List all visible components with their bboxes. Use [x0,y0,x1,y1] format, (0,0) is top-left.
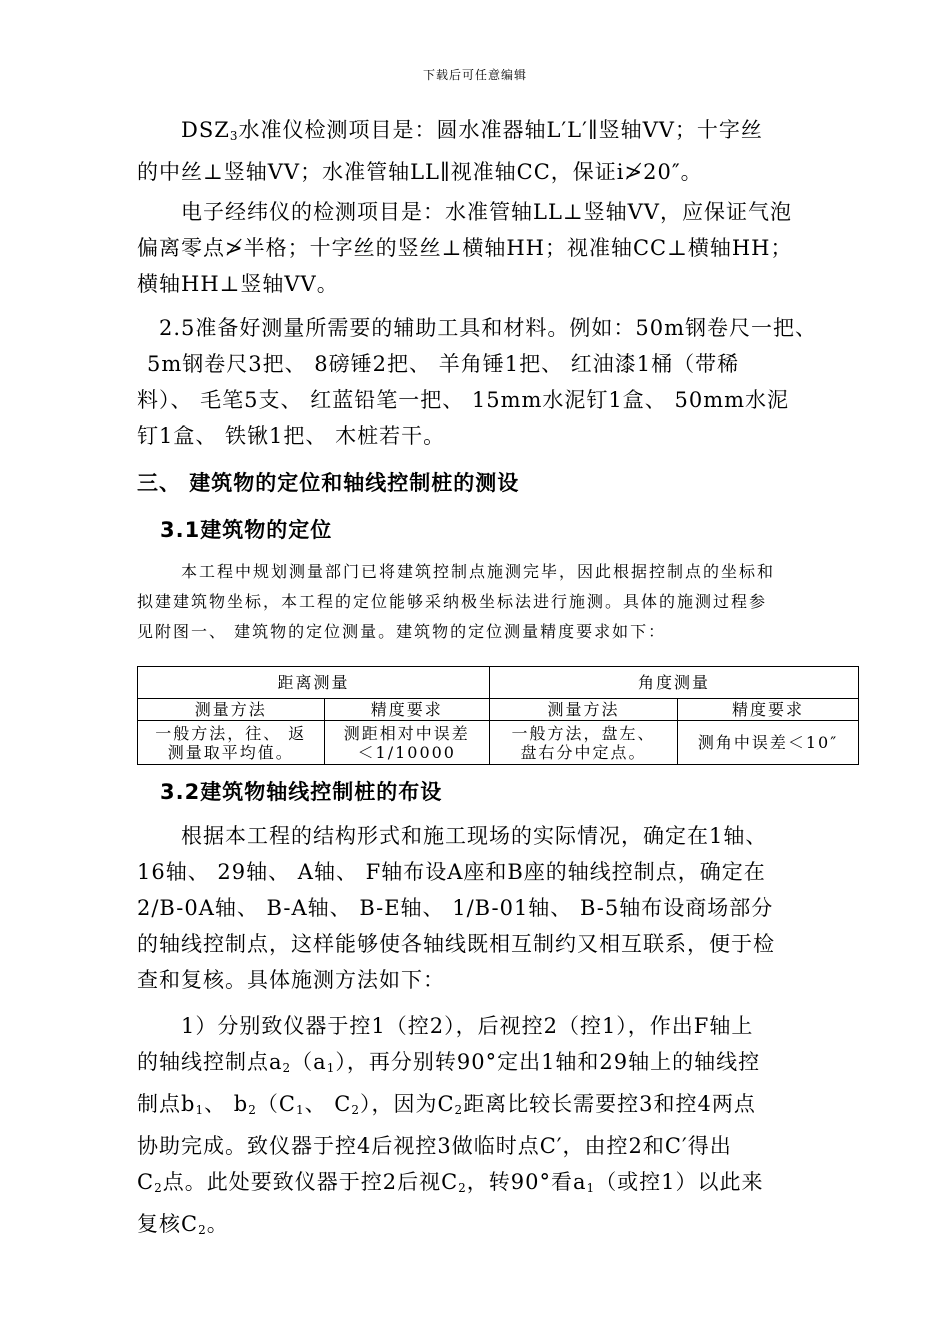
line: 查和复核。具体施测方法如下： [137,968,445,992]
line: 的轴线控制点，这样能够使各轴线既相互制约又相互联系，便于检 [137,932,775,956]
line: $C_2$点。此处要致仪器于控2后视$C_2$，转90°看$a_1$（或控1）以此来 [137,1170,764,1195]
line: 根据本工程的结构形式和施工现场的实际情况，确定在1轴、 [181,824,768,848]
table-header-cell: 精度要求 [678,699,859,721]
line: 2/B-0A轴、 B-A轴、 B-E轴、 1/B-01轴、 B-5轴布设商场部分 [137,896,774,920]
subsection-heading-3-1: 3.1建筑物的定位 [160,518,333,542]
line: 横轴HH⊥竖轴VV。 [137,272,339,296]
line: 的轴线控制点$a_2(a_1)$，再分别转90°定出1轴和29轴上的轴线控 [137,1050,761,1075]
line: 拟建建筑物坐标，本工程的定位能够采纳极坐标法进行施测。具体的施测过程参 [137,592,768,611]
line: $DSZ_3$水准仪检测项目是：圆水准器轴L′L′∥竖轴VV；十字丝 [181,118,763,143]
paragraph-theodolite [137,194,859,302]
table-header-cell: 精度要求 [324,699,489,721]
paragraph-dsz3 [137,112,859,190]
line: 复核$C_2$。 [137,1212,229,1237]
line: 协助完成。致仪器于控4后视控3做临时点C′，由控2和C′得出 [137,1134,732,1158]
page-header: 下载后可任意编辑 [422,68,527,82]
table-cell: 测角中误差＜10″ [678,721,859,765]
line: 见附图一、 建筑物的定位测量。建筑物的定位测量精度要求如下： [137,622,667,641]
accuracy-table [137,666,859,765]
paragraph-method-step-1 [137,1008,859,1248]
paragraph-tools [137,310,859,454]
table-header-cell: 测量方法 [490,699,678,721]
line: 的中丝⊥竖轴VV；水准管轴LL∥视准轴CC，保证i≯20″。 [137,160,703,184]
line: 偏离零点≯半格；十字丝的竖丝⊥横轴HH；视准轴CC⊥横轴HH； [137,236,793,260]
line: 钉1盒、 铁锹1把、 木桩若干。 [137,424,446,448]
line: 本工程中规划测量部门已将建筑控制点施测完毕，因此根据控制点的坐标和 [181,562,776,581]
line: 5m钢卷尺3把、 8磅锤2把、 羊角锤1把、 红油漆1桶（带稀 [147,352,740,376]
section-heading: 三、 建筑物的定位和轴线控制桩的测设 [137,471,520,495]
line: 电子经纬仪的检测项目是：水准管轴LL⊥竖轴VV，应保证气泡 [181,200,792,224]
subsection-heading-3-2: 3.2建筑物轴线控制桩的布设 [160,780,443,804]
line: 1）分别致仪器于控1（控2），后视控2（控1），作出F轴上 [181,1014,754,1038]
table-cell: 一般方法，盘左、 盘右分中定点。 [490,721,678,765]
line: 2.5准备好测量所需要的辅助工具和材料。例如：50m钢卷尺一把、 [159,316,818,340]
paragraph-axis-control [137,818,859,998]
line: 16轴、 29轴、 A轴、 F轴布设A座和B座的轴线控制点，确定在 [137,860,766,884]
paragraph-positioning [137,557,859,647]
table-cell: 测距相对中误差 ＜1/10000 [324,721,489,765]
line: 制点$b_1$、 $b_2(C_1$、 $C_2$），因为$C_2$距离比较长需要控3和控4两点 [137,1092,756,1117]
table-header-cell: 测量方法 [138,699,325,721]
line: 料）、 毛笔5支、 红蓝铅笔一把、 15mm水泥钉1盒、 50mm水泥 [137,388,790,412]
table-cell: 一般方法，往、 返 测量取平均值。 [138,721,325,765]
table-group-header: 角度测量 [490,667,859,699]
table-group-header: 距离测量 [138,667,490,699]
